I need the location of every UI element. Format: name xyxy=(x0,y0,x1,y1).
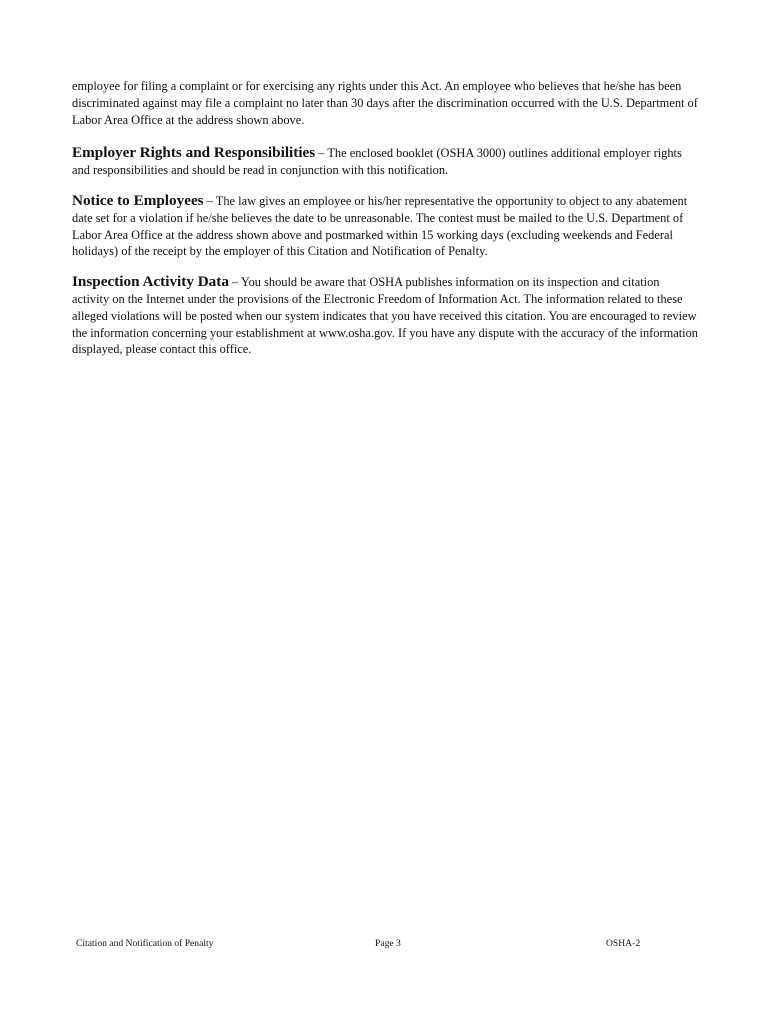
section-inspection-activity-data xyxy=(72,274,698,358)
section-heading: Employer Rights and Responsibilities xyxy=(72,144,316,162)
section-employer-rights xyxy=(72,145,698,179)
section-heading: Notice to Employees xyxy=(72,191,204,209)
footer-form-id: OSHA-2 xyxy=(606,938,641,949)
section-notice-to-employees xyxy=(72,193,698,260)
document-body xyxy=(72,78,698,372)
footer-page-number: Page 3 xyxy=(375,938,401,949)
section-heading: Inspection Activity Data xyxy=(72,273,229,291)
footer-document-title: Citation and Notification of Penalty xyxy=(76,938,214,949)
section-body: – The enclosed booklet (OSHA 3000) outlines additional employer rights and responsibilities and should be read in conjunction with this notification. xyxy=(72,146,682,178)
section-body: – The law gives an employee or his/her representative the opportunity to object to any abatement date set for a violation if he/she believes the date to be unreasonable. The contest must be mailed to the U.S. Department of Labor Area Office at the address shown above and postmarked within 15 working days (excluding weekends and Federal holidays) of the receipt by the employer of this Citation and Notification of Penalty. xyxy=(72,193,688,259)
section-body: – You should be aware that OSHA publishes information on its inspection and citation activity on the Internet under the provisions of the Electronic Freedom of Information Act. The information related to these alleged violations will be posted when our system indicates that you have received this citation. You are encouraged to review the information concerning your establishment at www.osha.gov. If you have any dispute with the accuracy of the information displayed, please contact this office. xyxy=(72,275,699,357)
continuation-paragraph: employee for filing a complaint or for exercising any rights under this Act. An employee who believes that he/she has been discriminated against may file a complaint no later than 30 days after the discrimination occurred with the U.S. Department of Labor Area Office at the address shown above. xyxy=(72,79,698,127)
